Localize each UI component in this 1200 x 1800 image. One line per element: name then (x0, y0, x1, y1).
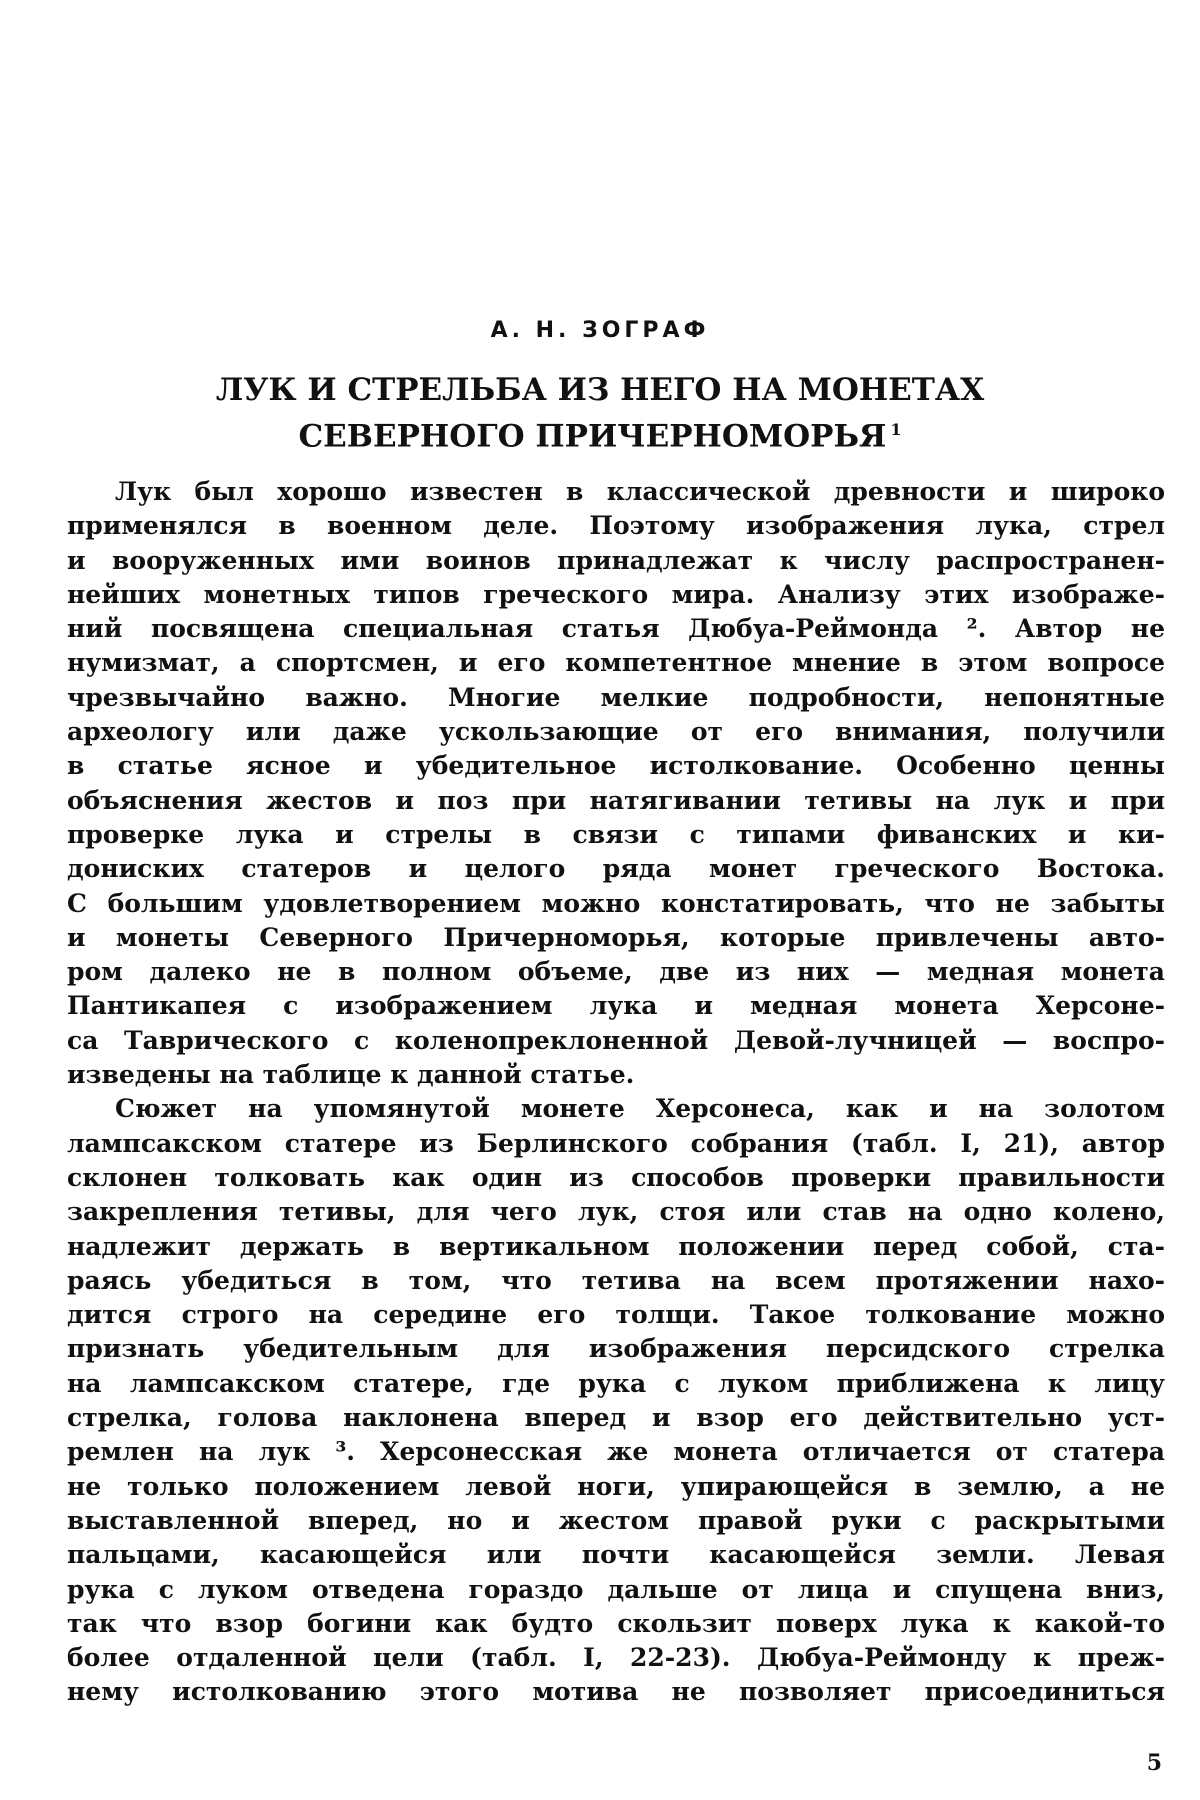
title-line-2-wrapper (100, 410, 1100, 456)
body-line: пальцами, касающейся или почти касающейся земли. Левая (67, 1540, 1165, 1570)
body-line: проверке лука и стрелы в связи с типами фиванских и ки- (67, 819, 1165, 849)
title-footnote-mark: 1 (890, 420, 902, 439)
body-line: на лампсакском статере, где рука с луком приближена к лицу (67, 1368, 1165, 1398)
body-line: склонен толковать как один из способов проверки правильности (67, 1162, 1165, 1192)
body-line: применялся в военном деле. Поэтому изображения лука, стрел (67, 511, 1165, 541)
body-line: закрепления тетивы, для чего лук, стоя или став на одно колено, (67, 1197, 1165, 1227)
body-line: Лук был хорошо известен в классической древности и широко (115, 477, 1165, 506)
body-line: лампсакском статере из Берлинского собрания (табл. I, 21), автор (67, 1128, 1165, 1158)
body-line: ремлен на лук ³. Херсонесская же монета отличается от статера (67, 1437, 1165, 1467)
body-line: так что взор богини как будто скользит поверх лука к какой-то (67, 1608, 1165, 1638)
author-name: А. Н. ЗОГРАФ (490, 318, 710, 343)
body-line: са Таврического с коленопреклоненной Девой-лучницей — воспро- (67, 1025, 1165, 1055)
title-line-1: ЛУК И СТРЕЛЬБА ИЗ НЕГО НА МОНЕТАХ (215, 372, 985, 408)
body-line: рука с луком отведена гораздо дальше от лица и спущена вниз, (67, 1574, 1165, 1604)
body-line: надлежит держать в вертикальном положении перед собой, ста- (67, 1231, 1165, 1261)
body-line: раясь убедиться в том, что тетива на всем протяжении нахо- (67, 1265, 1165, 1295)
title-line-2: СЕВЕРНОГО ПРИЧЕРНОМОРЬЯ (298, 418, 887, 455)
body-line: объяснения жестов и поз при натягивании тетивы на лук и при (67, 785, 1165, 815)
body-line: нему истолкованию этого мотива не позволяет присоединиться (67, 1677, 1165, 1707)
body-line: археологу или даже ускользающие от его внимания, получили (67, 717, 1165, 747)
body-line: Сюжет на упомянутой монете Херсонеса, как и на золотом (115, 1094, 1165, 1124)
body-line: более отдаленной цели (табл. I, 22-23). Дюбуа-Реймонду к преж- (67, 1643, 1165, 1673)
body-line: и вооруженных ими воинов принадлежат к числу распространен- (67, 545, 1165, 575)
body-line: нейших монетных типов греческого мира. Анализу этих изображе- (67, 579, 1165, 609)
body-line: не только положением левой ноги, упирающейся в землю, а не (67, 1471, 1165, 1501)
body-line: выставленной вперед, но и жестом правой руки с раскрытыми (67, 1505, 1165, 1535)
article-body (67, 475, 1165, 1710)
body-line: стрелка, голова наклонена вперед и взор его действительно уст- (67, 1403, 1165, 1433)
body-line: дится строго на середине его толщи. Такое толкование можно (67, 1300, 1165, 1330)
body-line: изведены на таблице к данной статье. (67, 1060, 635, 1090)
page-number: 5 (1146, 1750, 1162, 1776)
body-line: дониских статеров и целого ряда монет греческого Востока. (67, 854, 1165, 884)
body-line: нумизмат, а спортсмен, и его компетентное мнение в этом вопросе (67, 648, 1165, 678)
body-line: и монеты Северного Причерноморья, которые привлечены авто- (67, 922, 1165, 952)
body-line: ний посвящена специальная статья Дюбуа-Реймонда ². Автор не (67, 614, 1165, 644)
body-line: в статье ясное и убедительное истолкование. Особенно ценны (67, 751, 1165, 781)
article-title (100, 370, 1100, 456)
body-line: ром далеко не в полном объеме, две из них — медная монета (67, 957, 1165, 987)
body-line: признать убедительным для изображения персидского стрелка (67, 1334, 1165, 1364)
body-line: чрезвычайно важно. Многие мелкие подробности, непонятные (67, 682, 1165, 712)
body-line: С большим удовлетворением можно констатировать, что не забыты (67, 888, 1165, 918)
body-line: Пантикапея с изображением лука и медная монета Херсоне- (67, 991, 1165, 1021)
